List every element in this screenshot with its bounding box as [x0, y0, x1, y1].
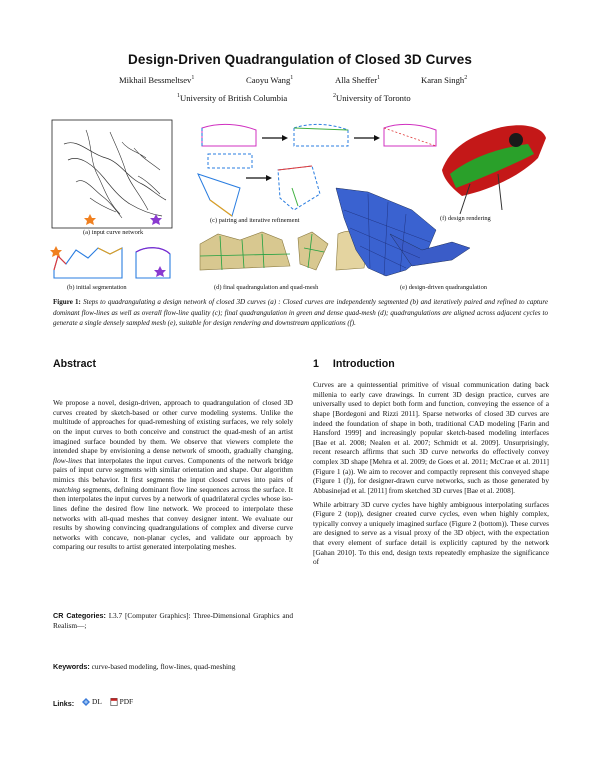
final-quadrangulation-image	[200, 231, 368, 270]
author-3: Alla Sheffer$^1$	[335, 75, 381, 85]
figure-caption: Figure 1: Steps to quadrangulating a design network of closed 3D curves (a) : Closed curves are independently segmented (b) and iteratively paired and refined to capture dominant flow-lines as well as overall flow-line quality (c); final quadrangulation in green and dense quad-mesh (d); quadrangulations are aligned across adjacent cycles to generate a single densely sampled mesh (e), suitable for design rendering and downstream applications (f).	[53, 298, 549, 328]
links-row: Links: DL PDF	[53, 697, 134, 708]
teaser-figure	[50, 118, 550, 290]
cr-categories: CR Categories: I.3.7 [Computer Graphics]: Three-Dimensional Graphics and Realism—;	[53, 611, 294, 630]
affiliation-1: $^1$University of British Columbia	[177, 93, 288, 103]
dl-icon	[82, 698, 90, 706]
design-rendering-image	[442, 125, 546, 214]
initial-segmentation-image	[50, 246, 170, 278]
introduction-heading: 1 Introduction	[313, 358, 395, 370]
figure-label-d: (d) final quadrangulation and quad-mesh	[214, 284, 319, 291]
input-curve-network-image	[52, 120, 172, 228]
pdf-link[interactable]: PDF	[110, 697, 133, 707]
figure-label-b: (b) initial segmentation	[67, 284, 127, 291]
author-2: Caoyu Wang$^1$	[246, 75, 294, 85]
keywords: Keywords: curve-based modeling, flow-lines, quad-meshing	[53, 662, 236, 671]
abstract-heading: Abstract	[53, 358, 96, 370]
figure-label-c: (c) pairing and iterative refinement	[210, 217, 300, 224]
pairing-refinement-image	[198, 124, 436, 216]
figure-label-e: (e) design-driven quadrangulation	[400, 284, 487, 291]
intro-paragraph-1: Curves are a quintessential primitive of visual communication dating back millenia to early cave drawings. In current 3D design practice, curves are universally used to depict both form and function, conveying the essence of a shape [Bordegoni and Rizzi 2011]. Sparse networks of closed 3D curves are indeed the foundation of shape in both, traditional CAD modeling [Farin and Hansford 1999] and increasingly popular sketch-based modeling interfaces [Bae et al. 2008; Nealen et al. 2007; Schmidt et al. 2009]. Unsurprisingly, recent research affirms that such 3D curve networks do effectively convey complex 3D shape [Mehra et al. 2009; de Goes et al. 2011; McCrae et al. 2011] (Figure 1 (a)). We aim to recover and compactly represent this conveyed shape (Figure 1 (f)), for designer-drawn curve networks, such as those generated by Abbasinejad et al. [2011] from sketched 3D curves [Bae et al. 2008].	[313, 380, 549, 495]
figure-label-f: (f) design rendering	[440, 215, 491, 222]
abstract-text: We propose a novel, design-driven, approach to quadrangulation of closed 3D curves created by sketch-based or other curve modeling systems. Unlike the multitude of approaches for quad-remeshing of existing surfaces, we rely solely on the input curves to both conceive and construct the quad-mesh of an artist imagined surface bounded by them. We observe that viewers complete the intended shape by envisioning a dense network of smooth, gradually changing, flow-lines that interpolates the input curves. Components of the network bridge pairs of input curve segments with similar orientation and shape. Our algorithm mimics this behavior. It first segments the input closed curves into pairs of matching segments, defining dominant flow line sequences across the surface. It then interpolates the input curves by a network of quadrilateral cycles whose iso-lines define the desired flow line network. We proceed to interpolate these networks with all-quad meshes that convey designer intent. We evaluate our results by showing convincing quadrangulations of complex and diverse curve networks with concave, non-planar cycles, and validate our approach by comparing our results to artist generated interpolating meshes.	[53, 398, 293, 552]
dl-link[interactable]: DL	[82, 697, 102, 707]
intro-paragraph-2: While arbitrary 3D curve cycles have highly ambiguous interpolating surfaces (Figure 2 (top)), designer created curve cycles, even when highly complex, typically convey a uniquely imagined surface (Figure 2 (bottom)). These curves are designed to serve as a visual proxy of the 3D object, with the expectation that every element of surface detail is explicitly captured by the network [Gahan 2010]. To this end, design texts repeatedly emphasize the significance of	[313, 499, 549, 567]
introduction-text	[313, 380, 549, 567]
figure-label-a: (a) input curve network	[83, 229, 144, 236]
author-1: Mikhail Bessmeltsev$^1$	[119, 75, 195, 85]
pdf-icon	[110, 698, 118, 706]
author-4: Karan Singh$^2$	[421, 75, 468, 85]
paper-title: Design-Driven Quadrangulation of Closed 3D Curves	[128, 52, 472, 67]
affiliation-2: $^2$University of Toronto	[333, 93, 411, 103]
